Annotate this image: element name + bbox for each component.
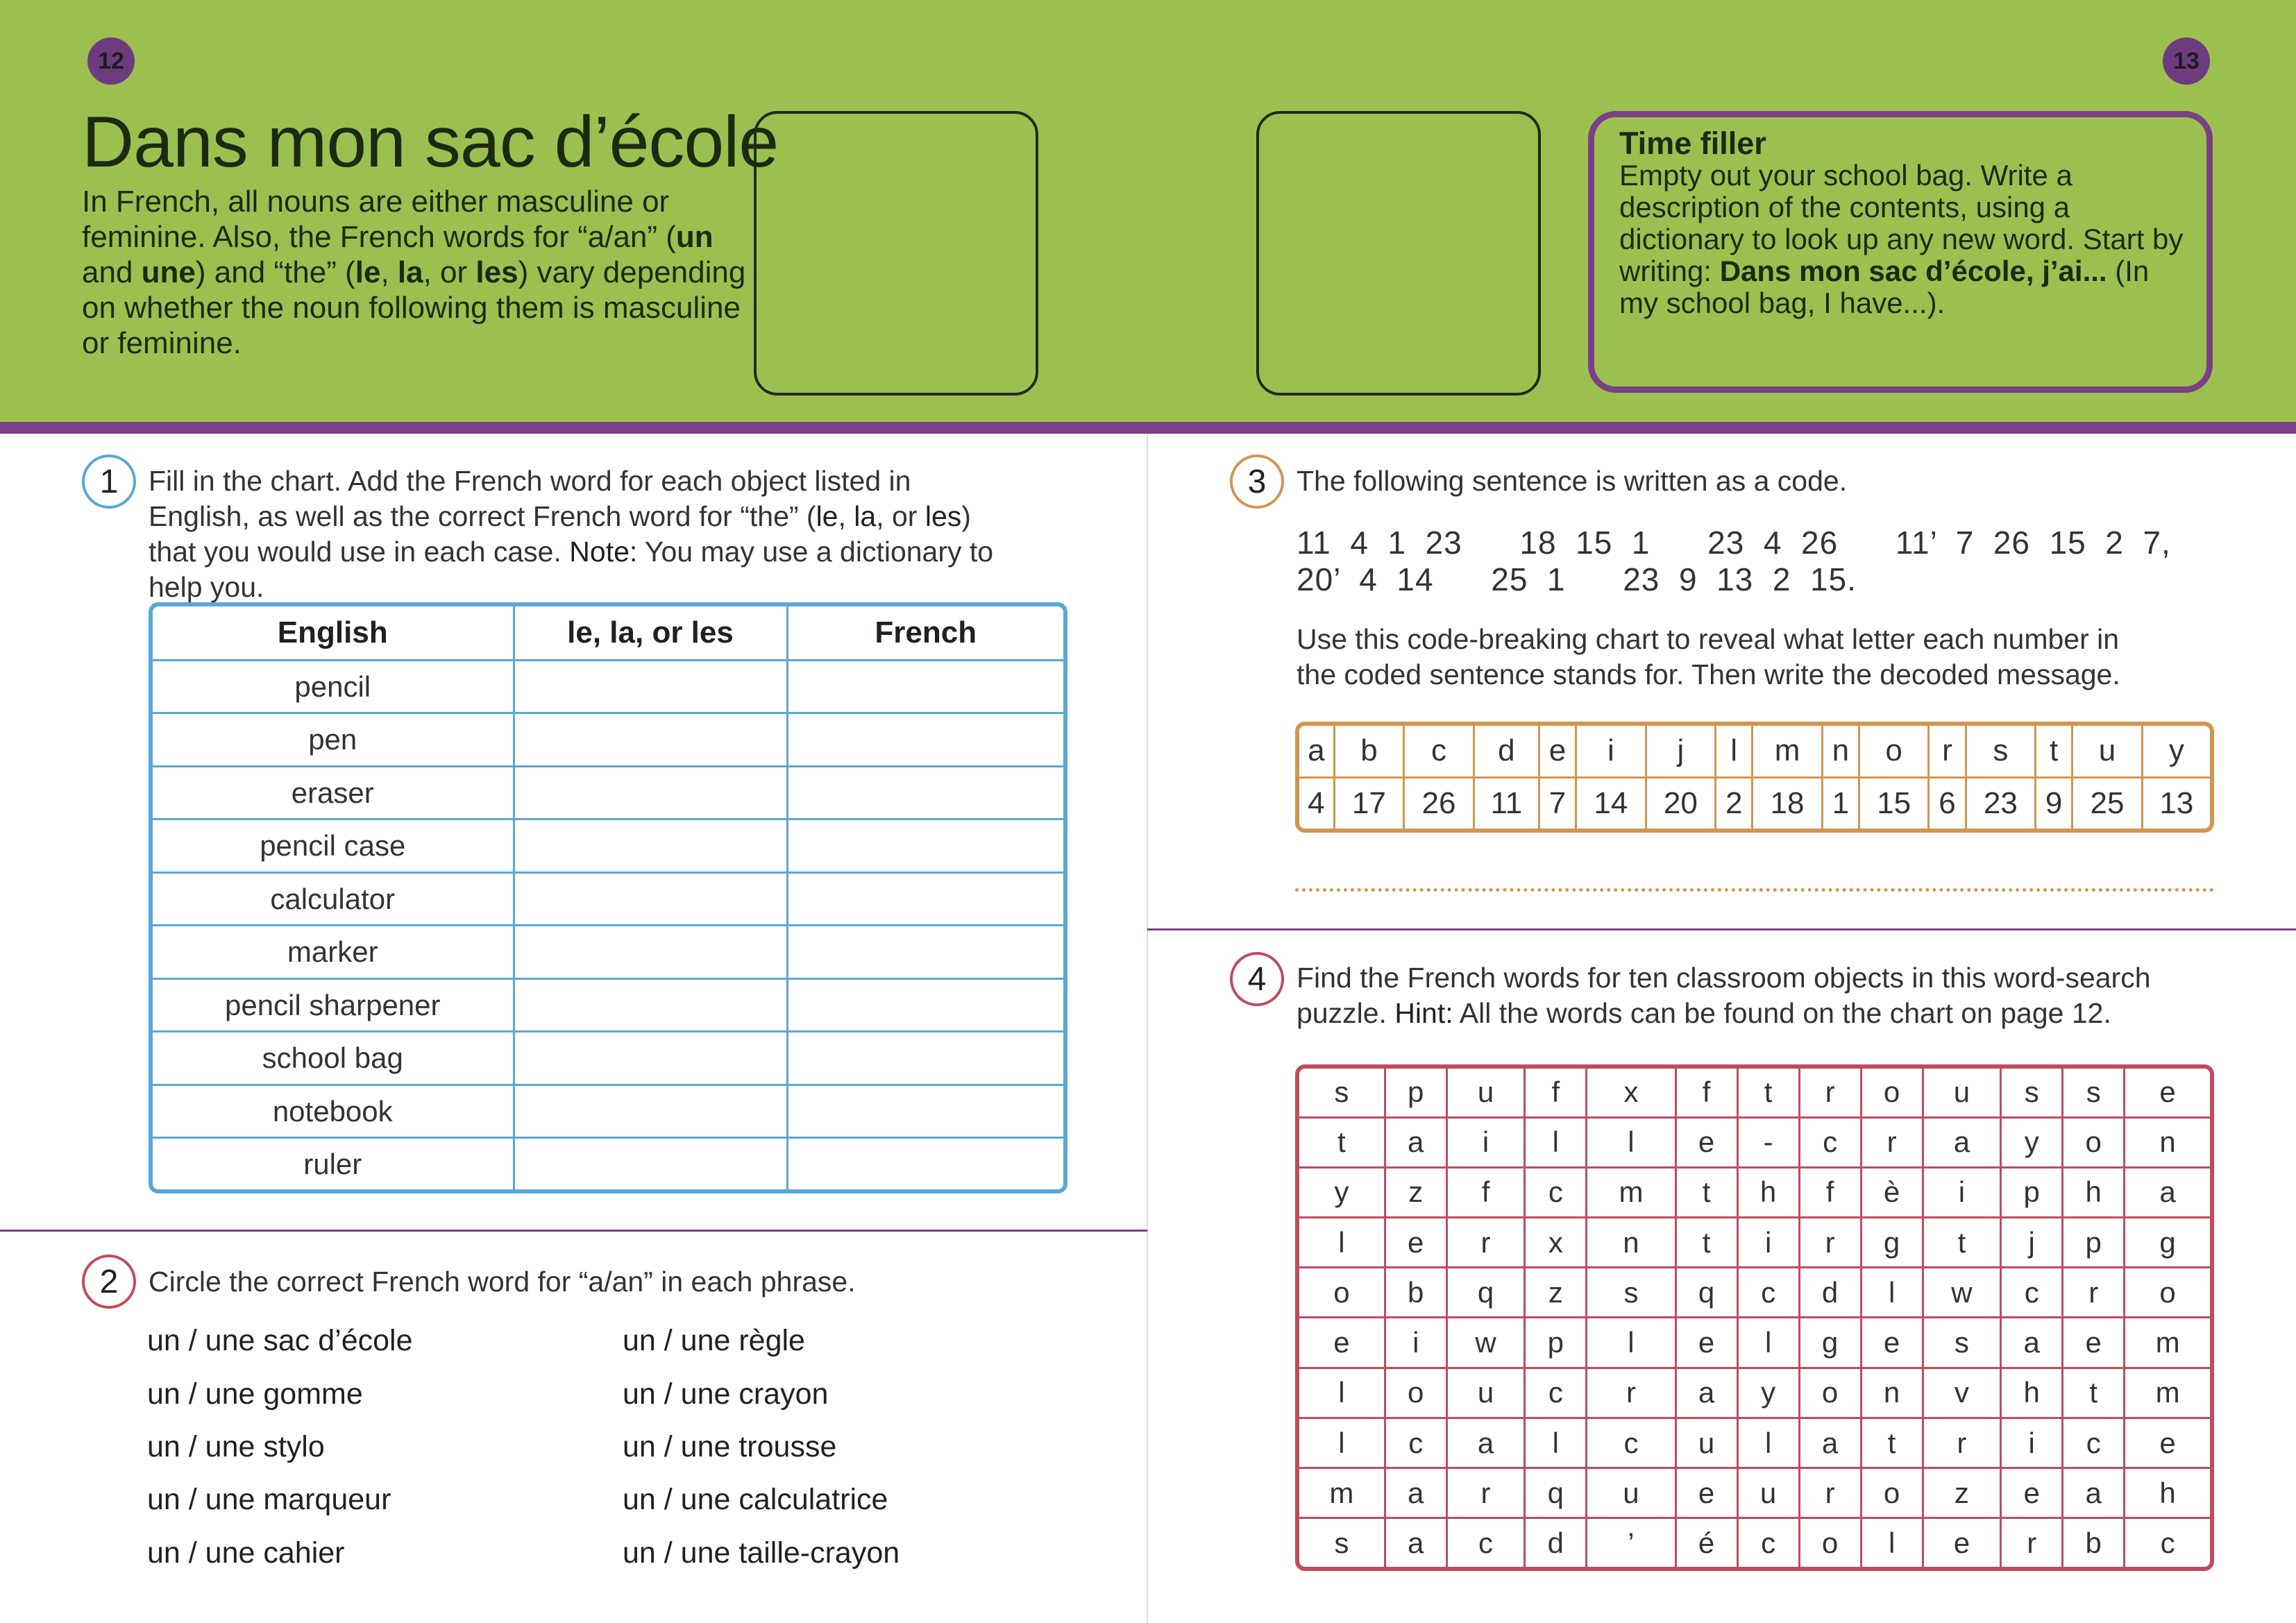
text-run: ) vary depending on whether the noun following them is masculine or feminine. [82,255,746,360]
word-search-cell[interactable]: e [2001,1468,2063,1518]
code-breaking-chart [1295,722,2214,833]
code-number-cell: 7 [1539,777,1576,829]
word-search-cell[interactable]: g [2125,1218,2210,1268]
table-row [153,713,1063,767]
word-search-cell[interactable]: c [1737,1268,1799,1318]
table-row [153,766,1063,819]
word-search-cell[interactable]: r [1799,1218,1861,1268]
article-blank[interactable] [514,766,787,819]
french-blank[interactable] [787,1032,1063,1085]
code-number-cell: 20 [1646,777,1716,829]
word-search-cell[interactable]: t [1861,1418,1923,1468]
code-number-cell: 15 [1859,777,1929,829]
word-search-cell[interactable]: y [2001,1117,2063,1167]
bold-text: le [816,500,838,532]
word-search-row [1299,1117,2210,1167]
text-run: ) that you would use in each case. [149,500,971,568]
word-search-cell[interactable]: s [1923,1318,2001,1368]
code-number-cell: 14 [1576,777,1646,829]
english-word: pencil sharpener [153,978,514,1032]
text-run: , or [876,500,925,532]
french-blank[interactable] [787,766,1063,819]
intro-text [82,184,748,361]
code-letter-cell: i [1576,726,1646,777]
word-search-cell[interactable]: h [2001,1368,2063,1418]
bold-text: les [475,255,518,289]
word-search-row [1299,1167,2210,1217]
word-search-cell[interactable]: a [1675,1368,1737,1418]
word-search-cell[interactable]: c [1587,1418,1675,1468]
word-search-cell[interactable]: r [2063,1268,2125,1318]
word-search-cell[interactable]: l [1299,1218,1385,1268]
code-number-cell: 4 [1299,777,1334,829]
word-search-cell[interactable]: o [2063,1117,2125,1167]
word-search-cell[interactable]: o [1299,1268,1385,1318]
word-search-cell[interactable]: è [1861,1167,1923,1217]
word-search-cell[interactable]: m [2125,1368,2210,1418]
word-search-cell[interactable]: h [2063,1167,2125,1217]
bold-text: la [854,500,877,532]
code-line-1: 11 4 1 23 18 15 1 23 4 26 11’ 7 26 15 2 7, [1297,525,2171,561]
word-search-cell[interactable]: w [1446,1318,1525,1368]
word-search-cell[interactable]: u [1675,1418,1737,1468]
word-search-cell[interactable]: q [1525,1468,1587,1518]
word-search-cell[interactable]: o [1385,1368,1446,1418]
word-search-cell[interactable]: s [1299,1518,1385,1567]
word-search-cell[interactable]: l [1587,1318,1675,1368]
word-search-cell[interactable]: r [1799,1069,1861,1117]
code-letter-cell: e [1539,726,1576,777]
word-search-cell[interactable]: s [2063,1069,2125,1117]
word-search-cell[interactable]: c [2063,1418,2125,1468]
photo-placeholder-right [1256,111,1541,396]
word-search-cell[interactable]: o [2125,1268,2210,1318]
word-search-cell[interactable]: b [2063,1518,2125,1567]
activity-3-number: 3 [1230,454,1284,509]
bold-text: les [925,500,962,532]
word-search-cell[interactable]: l [1299,1368,1385,1418]
word-search-cell[interactable]: s [1587,1268,1675,1318]
word-search-cell[interactable]: r [1799,1468,1861,1518]
code-number-cell: 2 [1716,777,1753,829]
word-search-cell[interactable]: q [1446,1268,1525,1318]
word-search-cell[interactable]: a [1385,1117,1446,1167]
text-run: and [82,255,142,289]
page-number-left: 12 [87,37,135,85]
word-search-cell[interactable]: b [1385,1268,1446,1318]
word-search-cell[interactable]: a [2001,1318,2063,1368]
activity-3-instruction-2: Use this code-breaking chart to reveal what letter each number in the coded sentence stands for. Then write the decoded message. [1297,623,2120,690]
english-word: pen [153,713,514,767]
word-search-cell[interactable]: a [1923,1117,2001,1167]
english-word: marker [153,926,514,979]
word-search-row [1299,1268,2210,1318]
phrase-left-3[interactable]: un / une stylo [147,1430,325,1463]
word-search-cell[interactable]: l [1525,1418,1587,1468]
code-line-2: 20’ 4 14 25 1 23 9 13 2 15. [1297,561,1857,597]
table-row [153,1032,1063,1085]
code-letter-cell: m [1753,726,1823,777]
code-number-cell: 26 [1404,777,1474,829]
code-number-cell: 25 [2073,777,2143,829]
word-search-cell[interactable]: f [1446,1167,1525,1217]
activity-4-number: 4 [1230,952,1284,1006]
word-search-cell[interactable]: u [1446,1368,1525,1418]
english-word: pencil [153,660,514,713]
word-search-cell[interactable]: o [1861,1069,1923,1117]
bold-text: Dans mon sac d’école, j’ai... [1719,255,2107,287]
word-search-cell[interactable]: c [1446,1518,1525,1567]
article-blank[interactable] [514,1085,787,1138]
word-search-cell[interactable]: u [1446,1069,1525,1117]
word-search-cell[interactable]: e [2125,1069,2210,1117]
word-search-cell[interactable]: a [2125,1167,2210,1217]
word-search-cell[interactable]: y [1737,1368,1799,1418]
word-search-cell[interactable]: w [1923,1268,2001,1318]
word-search-cell[interactable]: e [1299,1318,1385,1368]
word-search-cell[interactable]: r [1446,1468,1525,1518]
code-letter-row [1299,726,2210,777]
code-letter-cell: t [2036,726,2073,777]
english-word: ruler [153,1138,514,1189]
word-search-cell[interactable]: t [1299,1117,1385,1167]
word-search-cell[interactable]: c [1737,1518,1799,1567]
code-letter-cell: u [2073,726,2143,777]
section-divider-right [1147,928,2296,931]
word-search-row [1299,1318,2210,1368]
french-blank[interactable] [787,1085,1063,1138]
word-search-cell[interactable]: o [1799,1368,1861,1418]
word-search-cell[interactable]: x [1525,1218,1587,1268]
word-search-cell[interactable]: h [1737,1167,1799,1217]
word-search-cell[interactable]: d [1799,1268,1861,1318]
code-letter-cell: c [1404,726,1474,777]
word-search-cell[interactable]: o [1799,1518,1861,1567]
word-search-cell[interactable]: f [1675,1069,1737,1117]
code-number-cell: 23 [1966,777,2036,829]
article-blank[interactable] [514,1032,787,1085]
word-search-cell[interactable]: o [1861,1468,1923,1518]
french-blank[interactable] [787,819,1063,873]
phrase-left-1[interactable]: un / une sac d’école [147,1324,413,1357]
code-letter-cell: y [2142,726,2210,777]
table-row [153,819,1063,873]
code-number-row [1299,777,2210,829]
article-blank[interactable] [514,819,787,873]
phrase-left-4[interactable]: un / une marqueur [147,1483,391,1516]
table-row [153,978,1063,1032]
word-search-cell[interactable]: a [2063,1468,2125,1518]
word-search-cell[interactable]: l [1861,1268,1923,1318]
word-search-cell[interactable]: g [1861,1218,1923,1268]
code-number-cell: 6 [1929,777,1966,829]
word-search-cell[interactable]: t [1737,1069,1799,1117]
word-search-cell[interactable]: l [1737,1418,1799,1468]
code-number-cell: 11 [1474,777,1539,829]
word-search-cell[interactable]: t [2063,1368,2125,1418]
word-search-cell[interactable]: z [1385,1167,1446,1217]
word-search-cell[interactable]: c [1385,1418,1446,1468]
french-blank[interactable] [787,978,1063,1032]
word-search-cell[interactable]: a [1385,1518,1446,1567]
photo-placeholder-left [754,111,1038,396]
french-blank[interactable] [787,872,1063,926]
activity-1-number: 1 [82,454,136,509]
activity-3-instruction: The following sentence is written as a code. [1297,465,1848,497]
word-search-cell[interactable]: s [2001,1069,2063,1117]
code-number-cell: 13 [2142,777,2210,829]
word-search-cell[interactable]: h [2125,1468,2210,1518]
word-search-cell[interactable]: s [1299,1069,1385,1117]
page-title: Dans mon sac d’école [82,102,779,182]
english-word: notebook [153,1085,514,1138]
word-search-cell[interactable]: m [1299,1468,1385,1518]
word-search-cell[interactable]: q [1675,1268,1737,1318]
text-run: In French, all nouns are either masculine or feminine. Also, the French words for “a/an” ( [82,185,676,254]
phrase-right-2[interactable]: un / une crayon [623,1377,829,1411]
word-search-cell[interactable]: n [1861,1368,1923,1418]
phrase-left-5[interactable]: un / une cahier [147,1536,345,1570]
bold-text: un [675,220,714,254]
time-filler-body [1619,159,2183,319]
word-search-cell[interactable]: - [1737,1117,1799,1167]
word-search-cell[interactable]: m [2125,1318,2210,1368]
word-search-cell[interactable]: l [1299,1418,1385,1468]
code-letter-cell: o [1859,726,1929,777]
chart-header-row [153,606,1063,660]
english-word: pencil case [153,819,514,873]
code-letter-cell: r [1929,726,1966,777]
article-blank[interactable] [514,872,787,926]
phrase-right-4[interactable]: un / une calculatrice [623,1483,888,1516]
word-search-row [1299,1069,2210,1117]
text-run: , [838,500,854,532]
word-search-cell[interactable]: v [1923,1368,2001,1418]
word-search-row [1299,1468,2210,1518]
word-search-cell[interactable]: e [1923,1518,2001,1567]
word-search-cell[interactable]: n [2125,1117,2210,1167]
word-search-cell[interactable]: t [1675,1218,1737,1268]
word-search-cell[interactable]: y [1299,1167,1385,1217]
phrase-left-2[interactable]: un / une gomme [147,1377,363,1411]
article-blank[interactable] [514,1138,787,1189]
word-search-cell[interactable]: p [2063,1218,2125,1268]
word-search-cell[interactable]: r [1861,1117,1923,1167]
text-run: You may use a dictionary to help you. [149,536,994,603]
french-blank[interactable] [787,713,1063,767]
bold-text: le [355,255,381,289]
word-search-cell[interactable]: m [1587,1167,1675,1217]
word-search-row [1299,1418,2210,1468]
table-row [153,1138,1063,1189]
code-letter-cell: s [1966,726,2036,777]
article-blank[interactable] [514,660,787,713]
word-search-cell[interactable]: u [1737,1468,1799,1518]
word-search-cell[interactable]: e [1675,1318,1737,1368]
word-search-cell[interactable]: i [1385,1318,1446,1368]
word-search-cell[interactable]: a [1385,1468,1446,1518]
code-number-cell: 1 [1822,777,1859,829]
vocab-chart [149,602,1067,1193]
text-run: (In my school bag, I have...). [1619,255,2150,319]
word-search-cell[interactable]: n [1587,1218,1675,1268]
word-search-cell[interactable]: e [2125,1418,2210,1468]
word-search-cell[interactable]: g [1799,1318,1861,1368]
text-run: Find the French words for ten classroom objects in this word-search puzzle. [1297,962,2151,1029]
activity-2-number: 2 [82,1255,136,1309]
word-search-cell[interactable]: p [1525,1318,1587,1368]
code-letter-cell: b [1334,726,1404,777]
phrase-right-5[interactable]: un / une taille-crayon [623,1536,900,1570]
word-search-cell[interactable]: z [1923,1468,2001,1518]
word-search-cell[interactable]: p [2001,1167,2063,1217]
word-search-cell[interactable]: c [2001,1268,2063,1318]
word-search-cell[interactable]: u [1587,1468,1675,1518]
word-search-cell[interactable]: e [1675,1117,1737,1167]
code-letter-cell: a [1299,726,1334,777]
time-filler-title: Time filler [1619,126,1766,161]
word-search-cell[interactable]: t [1923,1218,2001,1268]
word-search-cell[interactable]: x [1587,1069,1675,1117]
table-row [153,1085,1063,1138]
text-run: , or [423,255,476,289]
text-run: , [380,255,398,289]
code-number-cell: 18 [1753,777,1823,829]
word-search-cell[interactable]: l [1525,1117,1587,1167]
bold-text: Note: [569,536,638,568]
word-search-cell[interactable]: f [1525,1069,1587,1117]
header-divider [0,422,2296,434]
word-search-cell[interactable]: p [1385,1069,1446,1117]
text-run: All the words can be found on the chart on page 12. [1453,997,2111,1029]
word-search-cell[interactable]: r [1923,1418,2001,1468]
code-number-cell: 9 [2036,777,2073,829]
english-word: eraser [153,766,514,819]
word-search-cell[interactable]: i [2001,1418,2063,1468]
text-run: Empty out your school bag. Write a description of the contents, using a dictionary to look up any new word. Start by writing: [1619,159,2184,287]
text-run: Fill in the chart. Add the French word for each object listed in English, as well as the correct French word for “the” ( [149,465,911,532]
word-search-cell[interactable]: r [1446,1218,1525,1268]
word-search-cell[interactable]: ’ [1587,1518,1675,1567]
activity-1-instruction [149,464,1016,605]
word-search-cell[interactable]: l [1861,1518,1923,1567]
word-search-grid [1295,1064,2214,1571]
phrase-right-1[interactable]: un / une règle [623,1324,805,1357]
word-search-row [1299,1368,2210,1418]
english-word: school bag [153,1032,514,1085]
word-search-cell[interactable]: l [1587,1117,1675,1167]
table-row [153,872,1063,926]
word-search-cell[interactable]: i [1737,1218,1799,1268]
word-search-row [1299,1218,2210,1268]
code-letter-cell: d [1474,726,1539,777]
code-letter-cell: l [1716,726,1753,777]
word-search-cell[interactable]: r [2001,1518,2063,1567]
word-search-cell[interactable]: c [1799,1117,1861,1167]
time-filler-text [1619,128,2195,319]
article-blank[interactable] [514,978,787,1032]
page-number-right: 13 [2163,37,2210,85]
word-search-cell[interactable]: t [1675,1167,1737,1217]
code-letter-cell: j [1646,726,1716,777]
french-blank[interactable] [787,1138,1063,1189]
french-blank[interactable] [787,926,1063,979]
section-divider-left [0,1230,1147,1232]
word-search-cell[interactable]: r [1587,1368,1675,1418]
text-run: ) and “the” ( [195,255,355,289]
word-search-cell[interactable]: a [1799,1418,1861,1468]
bold-text: une [141,255,196,289]
word-search-cell[interactable]: e [1675,1468,1737,1518]
word-search-cell[interactable]: u [1923,1069,2001,1117]
table-row [153,660,1063,713]
chart-header-english: English [153,606,514,660]
activity-2-instruction: Circle the correct French word for “a/an” in each phrase. [149,1266,856,1298]
word-search-cell[interactable]: j [2001,1218,2063,1268]
code-letter-cell: n [1822,726,1859,777]
code-number-cell: 17 [1334,777,1404,829]
word-search-cell[interactable]: e [1861,1318,1923,1368]
word-search-cell[interactable]: e [1385,1218,1446,1268]
article-blank[interactable] [514,713,787,767]
answer-line[interactable] [1295,888,2214,892]
activity-4-instruction [1297,960,2213,1031]
english-word: calculator [153,872,514,926]
word-search-cell[interactable]: i [1446,1117,1525,1167]
table-row [153,926,1063,979]
bold-text: la [397,255,423,289]
word-search-cell[interactable]: c [2125,1518,2210,1567]
word-search-cell[interactable]: i [1923,1167,2001,1217]
word-search-cell[interactable]: a [1446,1418,1525,1468]
bold-text: Hint: [1394,997,1453,1029]
chart-header-french: French [787,606,1063,660]
word-search-cell[interactable]: z [1525,1268,1587,1318]
word-search-cell[interactable]: c [1525,1167,1587,1217]
word-search-cell[interactable]: c [1525,1368,1587,1418]
word-search-row [1299,1518,2210,1567]
word-search-cell[interactable]: f [1799,1167,1861,1217]
word-search-cell[interactable]: l [1737,1318,1799,1368]
word-search-cell[interactable]: d [1525,1518,1587,1567]
word-search-cell[interactable]: é [1675,1518,1737,1567]
french-blank[interactable] [787,660,1063,713]
chart-header-article: le, la, or les [514,606,787,660]
word-search-cell[interactable]: e [2063,1318,2125,1368]
phrase-right-3[interactable]: un / une trousse [623,1430,837,1463]
page-gutter-line [1145,434,1149,1623]
article-blank[interactable] [514,926,787,979]
